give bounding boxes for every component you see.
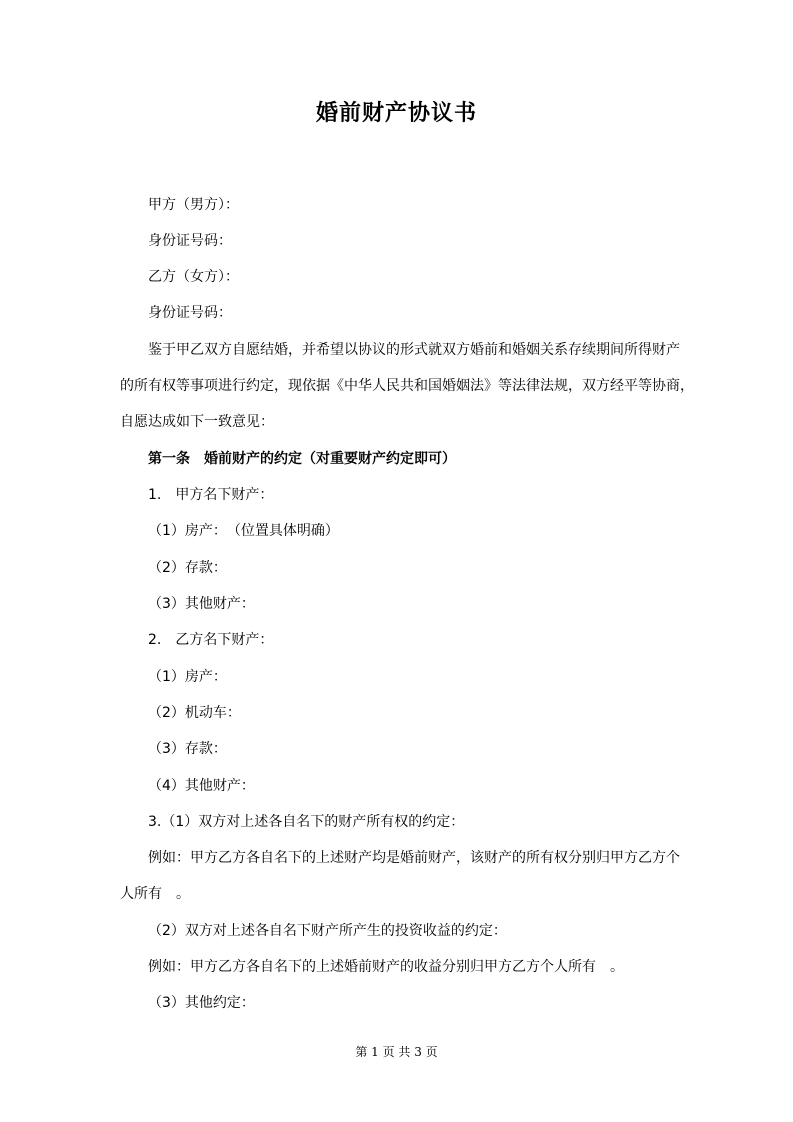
- ownership-example-line-1: 例如：甲方乙方各自名下的上述财产均是婚前财产，该财产的所有权分别归甲方乙方个: [148, 850, 680, 866]
- party-b-assets-heading: 2. 乙方名下财产：: [148, 632, 274, 648]
- investment-income-item: （2）双方对上述各自名下财产所产生的投资收益的约定：: [148, 923, 507, 939]
- other-agreements-item: （3）其他约定：: [148, 995, 255, 1011]
- preamble-line-3: 自愿达成如下一致意见：: [120, 414, 274, 430]
- party-a-other: （3）其他财产：: [148, 596, 255, 612]
- party-a-assets-heading: 1. 甲方名下财产：: [148, 487, 274, 503]
- ownership-example-line-2: 人所有 。: [120, 886, 190, 902]
- party-b-label: 乙方（女方）：: [148, 269, 239, 285]
- party-a-label: 甲方（男方）：: [148, 197, 239, 213]
- party-b-vehicle: （2）机动车：: [148, 705, 241, 721]
- preamble-line-2: 的所有权等事项进行约定，现依据《中华人民共和国婚姻法》等法律法规，双方经平等协商，: [120, 378, 694, 394]
- document-title: 婚前财产协议书: [315, 100, 477, 126]
- party-b-id-label: 身份证号码：: [148, 305, 232, 321]
- party-b-deposit: （3）存款：: [148, 741, 227, 757]
- page-number: 第 1 页 共 3 页: [355, 1045, 438, 1059]
- party-a-deposit: （2）存款：: [148, 560, 227, 576]
- preamble-line-1: 鉴于甲乙双方自愿结婚，并希望以协议的形式就双方婚前和婚姻关系存续期间所得财产: [148, 342, 680, 358]
- party-b-other: （4）其他财产：: [148, 778, 255, 794]
- party-b-house: （1）房产：: [148, 669, 227, 685]
- party-a-id-label: 身份证号码：: [148, 233, 232, 249]
- party-a-house: （1）房产： （位置具体明确）: [148, 523, 339, 539]
- article-1-heading: 第一条 婚前财产的约定（对重要财产约定即可）: [148, 451, 456, 467]
- ownership-agreement-item: 3.（1）双方对上述各自名下的财产所有权的约定：: [148, 814, 465, 830]
- investment-income-example: 例如：甲方乙方各自名下的上述婚前财产的收益分别归甲方乙方个人所有 。: [148, 959, 624, 975]
